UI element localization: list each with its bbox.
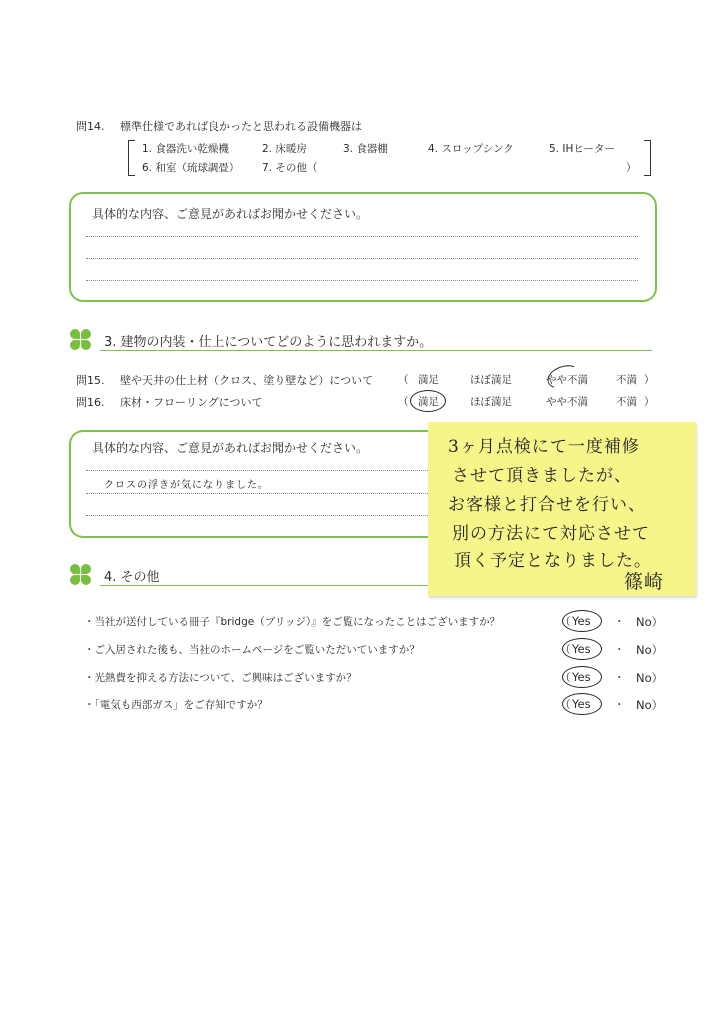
sticky-note-line: 別の方法にて対応させて — [452, 524, 650, 544]
other-3-open: （ — [560, 672, 571, 684]
comment-line — [86, 236, 638, 237]
clover-icon — [70, 329, 92, 351]
other-2-open: （ — [560, 644, 571, 656]
comment-box-2-title: 具体的な内容、ご意見があればお聞かせください。 — [92, 441, 369, 455]
other-question-3: ・光熱費を抑える方法について、ご興味はございますか？ — [84, 672, 357, 684]
q16-option-satisfied[interactable]: 満足 — [418, 396, 439, 408]
other-2-yes[interactable]: Yes — [572, 642, 591, 656]
section-rule — [100, 350, 652, 351]
sticky-note-line: 頂く予定となりました。 — [454, 551, 652, 571]
q16-option-mostly-satisfied[interactable]: ほぼ満足 — [470, 396, 512, 408]
other-3-no[interactable]: No） — [636, 671, 664, 685]
other-2-selection-mark — [562, 638, 602, 660]
other-question-1: ・当社が送付している冊子『bridge（ブリッジ）』をご覧になったことはございますか？ — [84, 616, 501, 628]
comment-line — [86, 280, 638, 281]
q16-label: 問16. — [76, 396, 105, 409]
other-4-selection-mark — [562, 693, 602, 715]
q15-close: ） — [644, 374, 655, 386]
other-1-open: （ — [560, 616, 571, 628]
q16-close: ） — [644, 396, 655, 408]
other-4-dot: ・ — [614, 699, 625, 711]
q14-label: 問14. — [76, 120, 105, 133]
other-4-open: （ — [560, 699, 571, 711]
other-4-no[interactable]: No） — [636, 698, 664, 712]
other-3-selection-mark — [562, 666, 602, 688]
other-4-yes[interactable]: Yes — [572, 697, 591, 711]
handwritten-comment: クロスの浮きが気になりました。 — [104, 480, 269, 491]
other-3-yes[interactable]: Yes — [572, 670, 591, 684]
section-3-title: 3. 建物の内装・仕上についてどのように思われますか。 — [104, 335, 433, 350]
q14-bracket-right — [644, 140, 651, 176]
q15-option-mostly-satisfied[interactable]: ほぼ満足 — [470, 374, 512, 386]
comment-line — [86, 258, 638, 259]
other-2-no[interactable]: No） — [636, 643, 664, 657]
other-question-4: ・「電気も西部ガス」をご存知ですか？ — [84, 699, 268, 711]
section-rule — [100, 585, 430, 586]
q14-option-slop-sink[interactable]: 4. スロップシンク — [428, 143, 514, 155]
q14-bracket-left — [128, 140, 135, 176]
q14-question: 標準仕様であれば良かったと思われる設備機器は — [120, 120, 362, 133]
q14-option-floor-heating[interactable]: 2. 床暖房 — [262, 143, 307, 155]
other-1-dot: ・ — [614, 616, 625, 628]
q15-selection-mark — [544, 361, 583, 392]
comment-line — [86, 470, 436, 471]
q16-open: （ — [398, 396, 409, 408]
sticky-note-line: お客様と打合せを行い、 — [448, 495, 646, 515]
q14-option-japanese-room[interactable]: 6. 和室（琉球調畳） — [142, 162, 240, 174]
other-question-2: ・ご入居された後も、当社のホームページをご覧いただいていますか？ — [84, 644, 420, 656]
comment-line — [86, 515, 436, 516]
q14-option-ih-heater[interactable]: 5. IHヒーター — [549, 143, 615, 155]
comment-line — [86, 493, 436, 494]
clover-icon — [70, 564, 92, 586]
q14-option-cupboard[interactable]: 3. 食器棚 — [343, 143, 388, 155]
other-1-selection-mark — [562, 610, 602, 632]
section-4-title: 4. その他 — [104, 570, 160, 585]
q15-option-satisfied[interactable]: 満足 — [418, 374, 439, 386]
q15-option-dissatisfied[interactable]: 不満 — [616, 374, 637, 386]
q15-open: （ — [398, 374, 409, 386]
q14-option-dishwasher[interactable]: 1. 食器洗い乾燥機 — [142, 143, 229, 155]
other-1-yes[interactable]: Yes — [572, 614, 591, 628]
other-3-dot: ・ — [614, 672, 625, 684]
q16-option-dissatisfied[interactable]: 不満 — [616, 396, 637, 408]
sticky-note-signature: 篠崎 — [624, 571, 665, 593]
q15-label: 問15. — [76, 374, 105, 387]
sticky-note-line: 3ヶ月点検にて一度補修 — [448, 437, 640, 457]
q16-option-somewhat-dissatisfied[interactable]: やや不満 — [546, 396, 588, 408]
q15-option-somewhat-dissatisfied[interactable]: やや不満 — [546, 374, 588, 386]
q14-option-other[interactable]: 7. その他（ — [262, 162, 318, 174]
q16-question: 床材・フローリングについて — [120, 396, 263, 409]
q16-selection-mark — [410, 390, 446, 412]
q14-option-other-close: ） — [626, 162, 637, 174]
sticky-note-line: させて頂きましたが、 — [452, 466, 632, 486]
other-1-no[interactable]: No） — [636, 615, 664, 629]
other-2-dot: ・ — [614, 644, 625, 656]
q15-question: 壁や天井の仕上材（クロス、塗り壁など）について — [120, 374, 374, 387]
comment-box-1-title: 具体的な内容、ご意見があればお聞かせください。 — [92, 207, 369, 221]
